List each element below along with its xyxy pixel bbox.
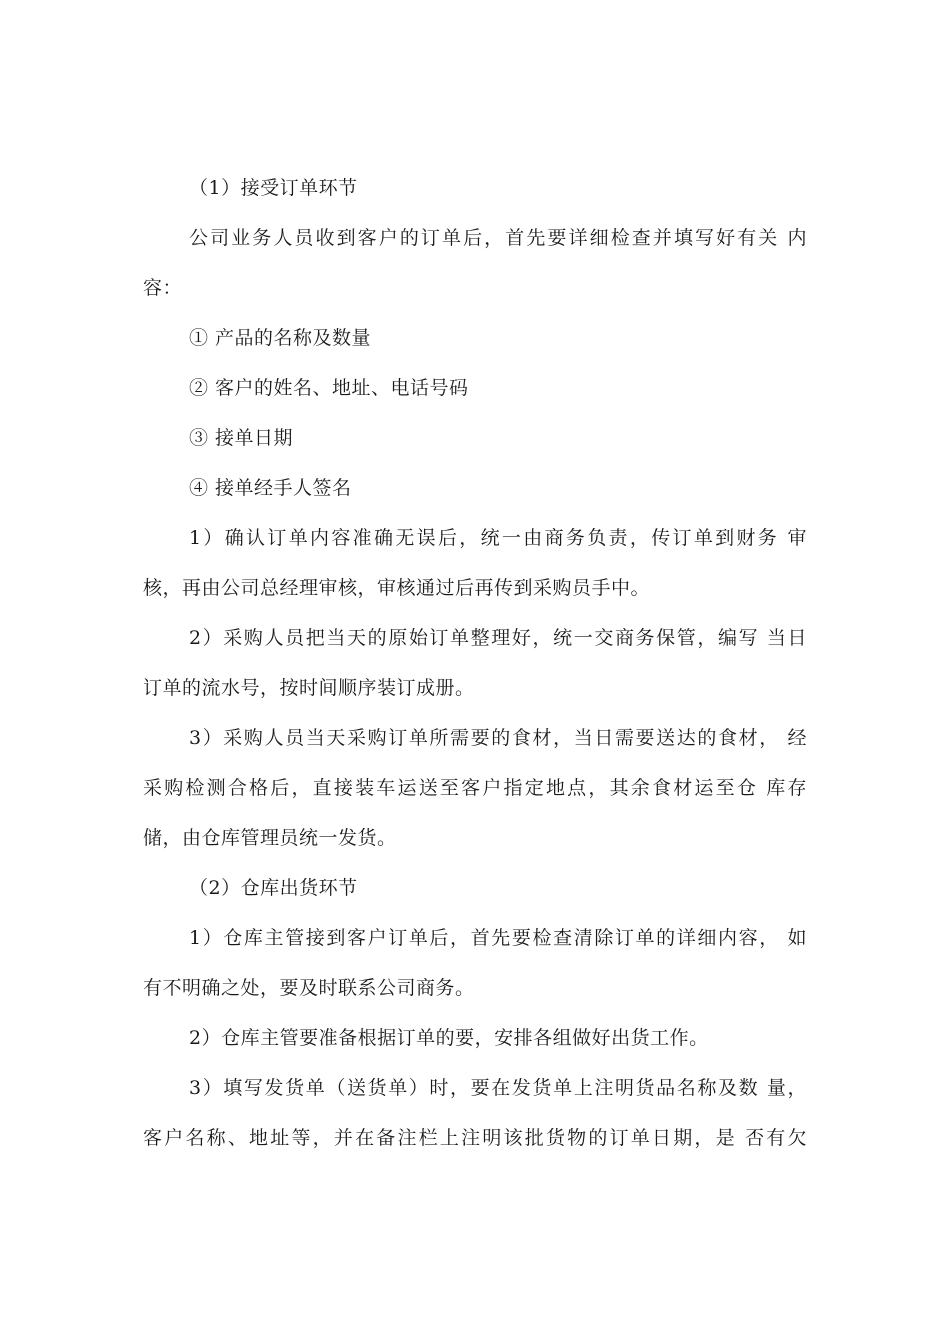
text-line: 储，由仓库管理员统一发货。 xyxy=(143,827,397,849)
text-line: 有不明确之处，要及时联系公司商务。 xyxy=(143,977,475,999)
text-line: 订单的流水号，按时间顺序装订成册。 xyxy=(143,677,475,699)
text-line: ① 产品的名称及数量 xyxy=(189,327,372,349)
text-line: 3）填写发货单（送货单）时，要在发货单上注明货品名称及数 量， xyxy=(189,1077,807,1099)
document-body xyxy=(143,168,807,1168)
text-line: 客户名称、地址等，并在备注栏上注明该批货物的订单日期，是 否有欠 xyxy=(143,1127,807,1149)
text-line: 1）确认订单内容准确无误后，统一由商务负责，传订单到财务 审 xyxy=(189,527,807,549)
text-line: 公司业务人员收到客户的订单后，首先要详细检查并填写好有关 内 xyxy=(189,227,807,249)
text-line: 容： xyxy=(143,277,183,299)
text-line: 3）采购人员当天采购订单所需要的食材，当日需要送达的食材， 经 xyxy=(189,727,807,749)
text-line: 采购检测合格后，直接装车运送至客户指定地点，其余食材运至仓 库存 xyxy=(143,777,807,799)
text-line: ④ 接单经手人签名 xyxy=(189,477,352,499)
text-line: ③ 接单日期 xyxy=(189,427,294,449)
text-line: （1）接受订单环节 xyxy=(189,177,358,199)
text-line: 2）仓库主管要准备根据订单的要，安排各组做好出货工作。 xyxy=(189,1027,709,1049)
text-line: （2）仓库出货环节 xyxy=(189,877,358,899)
text-line: 1）仓库主管接到客户订单后，首先要检查清除订单的详细内容， 如 xyxy=(189,927,807,949)
text-line: 2）采购人员把当天的原始订单整理好，统一交商务保管，编写 当日 xyxy=(189,627,807,649)
text-line: ② 客户的姓名、地址、电话号码 xyxy=(189,377,469,399)
text-line: 核，再由公司总经理审核，审核通过后再传到采购员手中。 xyxy=(143,577,651,599)
